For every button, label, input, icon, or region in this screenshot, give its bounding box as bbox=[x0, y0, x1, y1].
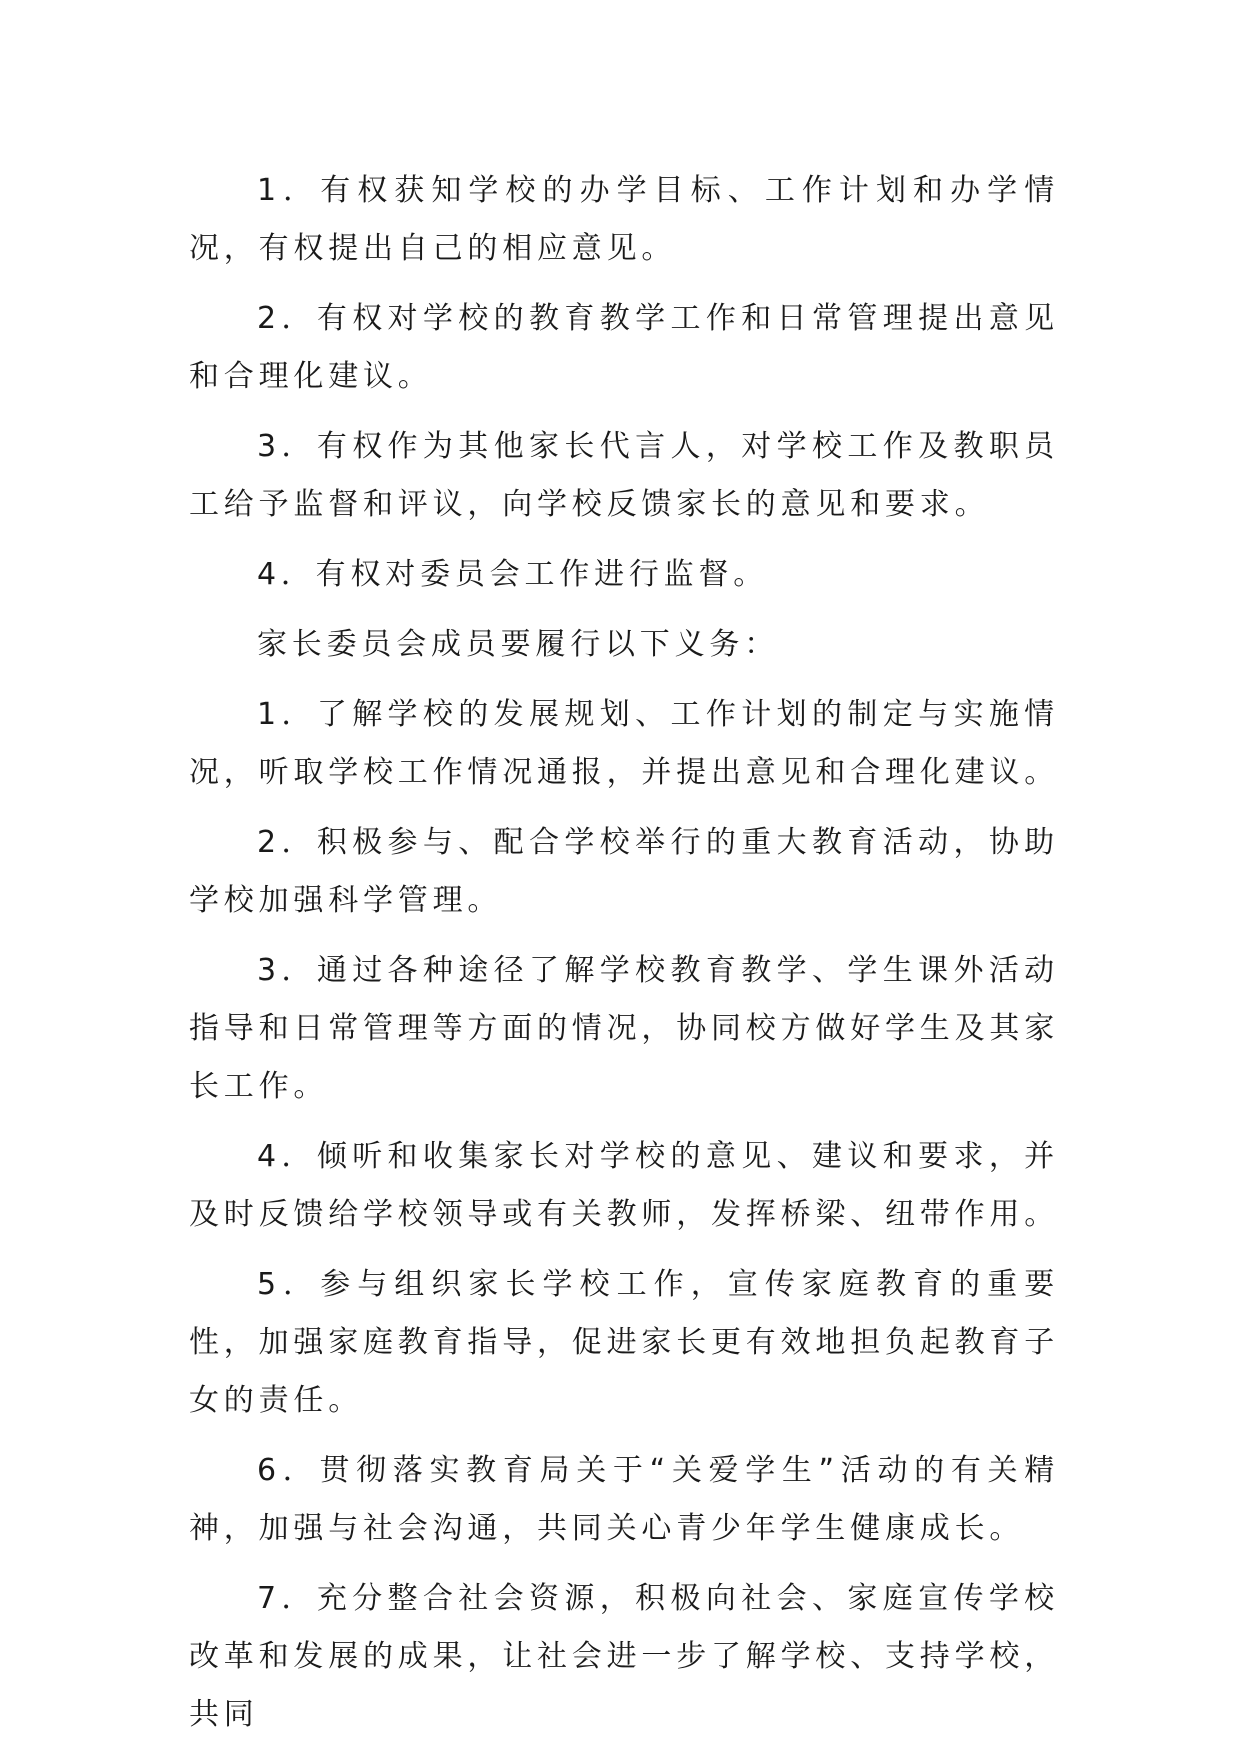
paragraph-right-2: 2．有权对学校的教育教学工作和日常管理提出意见和合理化建议。 bbox=[189, 301, 1059, 394]
paragraph-duty-2: 2．积极参与、配合学校举行的重大教育活动，协助学校加强科学管理。 bbox=[189, 825, 1059, 918]
paragraph-duty-7: 7．充分整合社会资源，积极向社会、家庭宣传学校改革和发展的成果，让社会进一步了解学校、支持学校，共同 bbox=[189, 1581, 1059, 1732]
paragraph-right-3: 3．有权作为其他家长代言人，对学校工作及教职员工给予监督和评议，向学校反馈家长的意见和要求。 bbox=[189, 429, 1059, 522]
document-body bbox=[189, 162, 1059, 1756]
paragraph-duty-5: 5．参与组织家长学校工作，宣传家庭教育的重要性，加强家庭教育指导，促进家长更有效地担负起教育子女的责任。 bbox=[189, 1267, 1059, 1418]
paragraph-duties-heading: 家长委员会成员要履行以下义务： bbox=[257, 627, 779, 662]
paragraph-right-1: 1．有权获知学校的办学目标、工作计划和办学情况，有权提出自己的相应意见。 bbox=[189, 173, 1059, 266]
paragraph-duty-3: 3．通过各种途径了解学校教育教学、学生课外活动指导和日常管理等方面的情况，协同校方做好学生及其家长工作。 bbox=[189, 953, 1059, 1104]
paragraph-duty-1: 1．了解学校的发展规划、工作计划的制定与实施情况，听取学校工作情况通报，并提出意见和合理化建议。 bbox=[189, 697, 1059, 790]
paragraph-duty-4: 4．倾听和收集家长对学校的意见、建议和要求，并及时反馈给学校领导或有关教师，发挥桥梁、纽带作用。 bbox=[189, 1139, 1059, 1232]
paragraph-duty-6: 6．贯彻落实教育局关于“关爱学生”活动的有关精神，加强与社会沟通，共同关心青少年学生健康成长。 bbox=[189, 1453, 1059, 1546]
paragraph-right-4: 4．有权对委员会工作进行监督。 bbox=[257, 557, 769, 592]
